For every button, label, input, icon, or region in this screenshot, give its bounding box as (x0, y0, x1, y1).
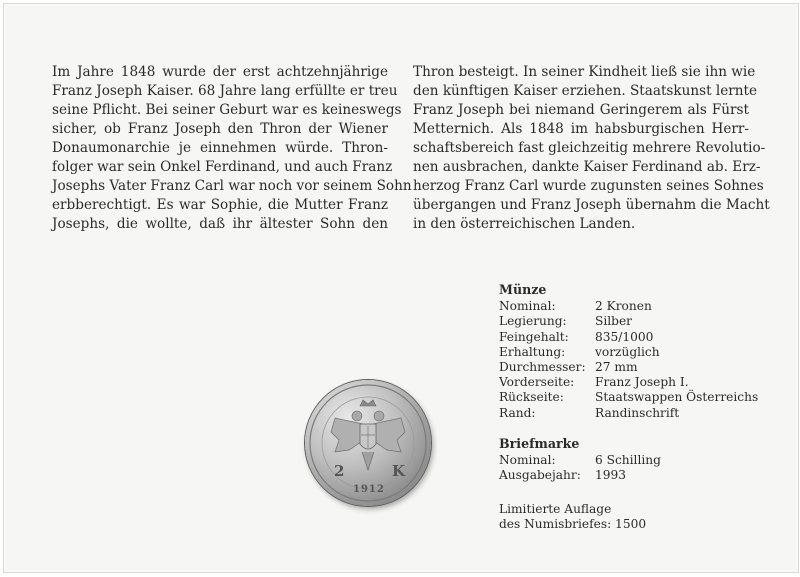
text-line: Josephs Vater Franz Carl war noch vor seinem Sohn (52, 178, 412, 194)
text-line: Donaumonarchie je einnehmen würde. Thron- (52, 140, 388, 156)
spec-label: Rand: (499, 405, 536, 420)
text-line: in den österreichischen Landen. (413, 216, 636, 232)
text-line: erbberechtigt. Es war Sophie, die Mutter Franz (52, 197, 388, 213)
numisbrief-card (3, 3, 799, 573)
spec-row (499, 453, 661, 468)
spec-value: 27 mm (595, 360, 638, 375)
text-line: Franz Joseph bei niemand Geringerem als Fürst (413, 102, 749, 118)
coin-value-left: 2 (334, 462, 345, 480)
spec-row (499, 468, 661, 483)
spec-label: Nominal: (499, 453, 556, 468)
text-line: folger war sein Onkel Ferdinand, und auch Franz (52, 159, 393, 175)
stamp-specs-title: Briefmarke (499, 436, 580, 451)
spec-value: Staatswappen Österreichs (595, 390, 759, 405)
spec-label: Nominal: (499, 299, 556, 314)
edition-note (499, 502, 646, 532)
coin-2-kronen-1912 (305, 380, 431, 506)
text-line: übergangen und Franz Joseph übernahm die Macht (413, 197, 770, 213)
spec-row (499, 406, 758, 421)
spec-value: Silber (595, 314, 632, 329)
edition-line-2: des Numisbriefes: 1500 (499, 517, 647, 532)
coin-specs-title: Münze (499, 282, 547, 297)
spec-row (499, 330, 758, 345)
text-line: nen ausbrachen, dankte Kaiser Ferdinand ab. Erz- (413, 159, 761, 175)
spec-label: Legierung: (499, 314, 567, 329)
stamp-specs (499, 436, 661, 484)
coin-value-right: K (392, 462, 406, 480)
text-line: sicher, ob Franz Joseph den Thron der Wiener (52, 121, 388, 137)
spec-value: Franz Joseph I. (595, 375, 689, 390)
spec-label: Feingehalt: (499, 329, 569, 344)
spec-row (499, 345, 758, 360)
coin-year: 1912 (353, 484, 385, 495)
spec-value: vorzüglich (595, 344, 660, 359)
text-line: Thron besteigt. In seiner Kindheit ließ sie ihn wie (413, 64, 756, 80)
history-text-right (413, 63, 770, 234)
spec-label: Ausgabejahr: (499, 468, 581, 483)
text-line: den künftigen Kaiser erziehen. Staatskunst lernte (413, 83, 758, 99)
spec-row (499, 390, 758, 405)
text-line: herzog Franz Carl wurde zugunsten seines Sohnes (413, 178, 764, 194)
spec-value: 2 Kronen (595, 299, 652, 314)
edition-line-1: Limitierte Auflage (499, 502, 612, 516)
spec-value: 1993 (595, 468, 627, 483)
text-line: Metternich. Als 1848 im habsburgischen Herr- (413, 121, 749, 137)
text-line: Im Jahre 1848 wurde der erst achtzehnjährige (52, 64, 388, 80)
spec-value: 6 Schilling (595, 453, 661, 468)
history-text-left (52, 63, 412, 234)
coin-specs (499, 282, 758, 421)
spec-value: 835/1000 (595, 329, 654, 344)
spec-label: Durchmesser: (499, 360, 586, 375)
spec-label: Erhaltung: (499, 344, 566, 359)
spec-row (499, 314, 758, 329)
spec-label: Rückseite: (499, 390, 564, 405)
spec-row (499, 375, 758, 390)
text-line: Josephs, die wollte, daß ihr ältester Sohn den (52, 216, 388, 232)
text-line: schaftsbereich fast gleichzeitig mehrere Revolutio- (413, 140, 766, 156)
text-line: seine Pflicht. Bei seiner Geburt war es keineswegs (52, 102, 402, 118)
spec-row (499, 360, 758, 375)
spec-label: Vorderseite: (499, 375, 575, 390)
spec-value: Randinschrift (595, 405, 680, 420)
spec-row (499, 299, 758, 314)
text-line: Franz Joseph Kaiser. 68 Jahre lang erfüllte er treu (52, 83, 398, 99)
